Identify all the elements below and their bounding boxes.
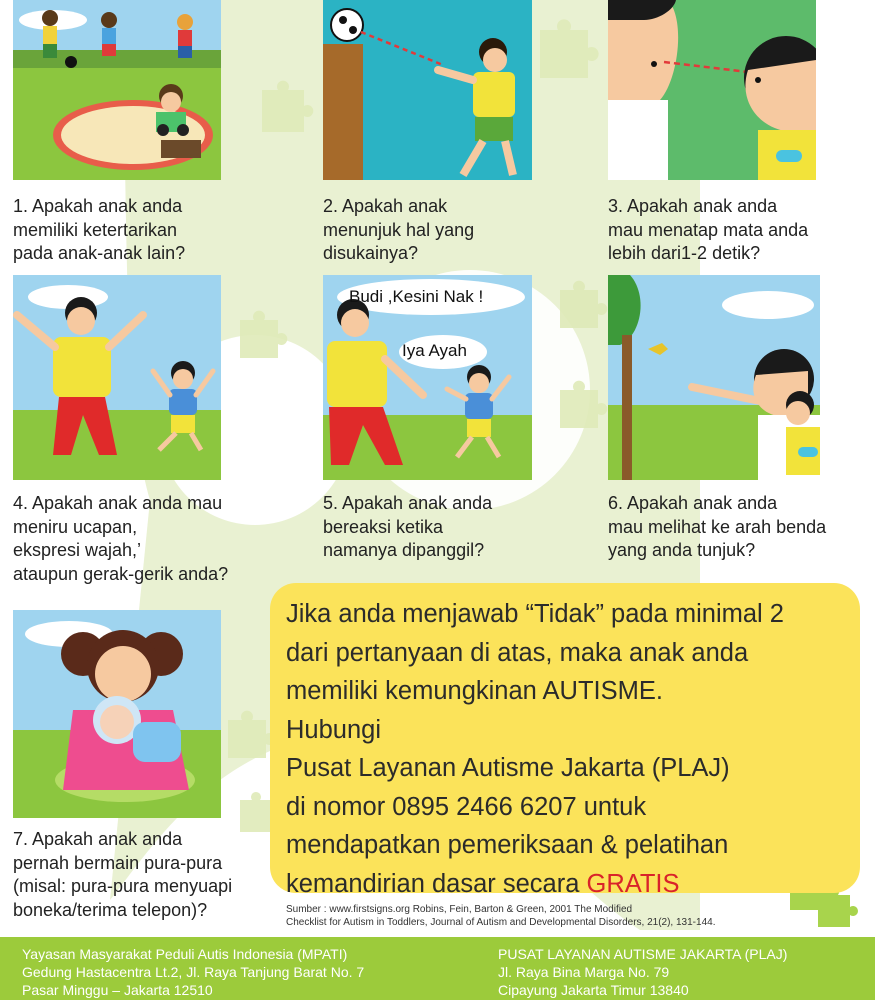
footer-line: Yayasan Masyarakat Peduli Autis Indonesia (MPATI) xyxy=(22,946,348,962)
question-3 xyxy=(608,195,808,266)
source-citation xyxy=(286,904,846,929)
notice-line: di nomor 0895 2466 6207 untuk xyxy=(286,792,647,821)
question-line: 3. Apakah anak anda xyxy=(608,196,778,216)
question-line: (misal: pura-pura menyuapi xyxy=(13,876,233,896)
footer-line: Gedung Hastacentra Lt.2, Jl. Raya Tanjung Barat No. 7 xyxy=(22,964,365,980)
question-line: yang anda tunjuk? xyxy=(608,540,756,560)
notice-line: dari pertanyaan di atas, maka anak anda xyxy=(286,638,749,667)
notice-line: memiliki kemungkinan AUTISME. xyxy=(286,677,663,705)
footer-address-mpati xyxy=(22,945,364,999)
notice-line: mendapatkan pemeriksaan & pelatihan xyxy=(286,831,729,859)
notice-line: Hubungi xyxy=(286,715,381,744)
question-4 xyxy=(13,492,228,586)
footer-line: Cipayung Jakarta Timur 13840 xyxy=(498,982,689,998)
question-line: 1. Apakah anak anda xyxy=(13,196,183,216)
gratis-highlight: GRATIS xyxy=(586,869,680,898)
question-line: disukainya? xyxy=(323,243,419,263)
question-1 xyxy=(13,195,185,266)
question-line: namanya dipanggil? xyxy=(323,540,485,560)
question-line: 2. Apakah anak xyxy=(323,196,448,216)
question-7 xyxy=(13,828,232,922)
question-line: ataupun gerak-gerik anda? xyxy=(13,563,229,584)
speech-bubble-child: Iya Ayah xyxy=(402,341,467,360)
name-call-illustration xyxy=(323,275,532,480)
notice-last-line xyxy=(286,865,844,904)
question-line: memiliki ketertarikan xyxy=(13,219,178,240)
notice-line: Jika anda menjawab “Tidak” pada minimal 2 xyxy=(286,600,784,628)
imitation-illustration xyxy=(13,275,221,480)
question-line: pernah bermain pura-pura xyxy=(13,852,223,873)
children-playing-illustration xyxy=(13,0,221,180)
question-line: menunjuk hal yang xyxy=(323,219,475,240)
question-line: 7. Apakah anak anda xyxy=(13,829,183,849)
question-line: 6. Apakah anak anda xyxy=(608,493,778,513)
question-line: 5. Apakah anak anda xyxy=(323,493,493,513)
source-line-1: Sumber : www.firstsigns.org Robins, Fein, Barton & Green, 2001 The Modified xyxy=(286,904,633,915)
footer-line: Pasar Minggu – Jakarta 12510 xyxy=(22,982,213,998)
footer xyxy=(0,937,875,1000)
eye-contact-illustration xyxy=(608,0,816,180)
child-pointing-ball-illustration xyxy=(323,0,532,180)
question-line: bereaksi ketika xyxy=(323,516,444,537)
speech-bubble-father: Budi ,Kesini Nak ! xyxy=(349,287,484,306)
question-6 xyxy=(608,492,826,563)
notice-line: Pusat Layanan Autisme Jakarta (PLAJ) xyxy=(286,754,730,782)
question-line: pada anak-anak lain? xyxy=(13,243,186,263)
pretend-play-illustration xyxy=(13,610,221,818)
question-2 xyxy=(323,195,474,266)
question-line: 4. Apakah anak anda mau xyxy=(13,493,223,513)
question-line: mau melihat ke arah benda xyxy=(608,516,827,537)
notice-last-line-text: kemandirian dasar secara xyxy=(286,869,587,898)
footer-line: Jl. Raya Bina Marga No. 79 xyxy=(498,964,670,980)
question-line: boneka/terima telepon)? xyxy=(13,899,208,920)
footer-address-plaj xyxy=(498,945,787,999)
question-5 xyxy=(323,492,492,563)
joint-attention-illustration xyxy=(608,275,820,480)
question-line: lebih dari1-2 detik? xyxy=(608,243,761,263)
question-line: mau menatap mata anda xyxy=(608,219,809,240)
source-line-2: Checklist for Autism in Toddlers, Journal of Autism and Developmental Disorders, 21(2), 131-144. xyxy=(286,916,716,928)
question-line: meniru ucapan, xyxy=(13,516,138,537)
notice-box xyxy=(270,583,860,898)
footer-line: PUSAT LAYANAN AUTISME JAKARTA (PLAJ) xyxy=(498,946,788,962)
question-line: ekspresi wajah,’ xyxy=(13,540,142,560)
